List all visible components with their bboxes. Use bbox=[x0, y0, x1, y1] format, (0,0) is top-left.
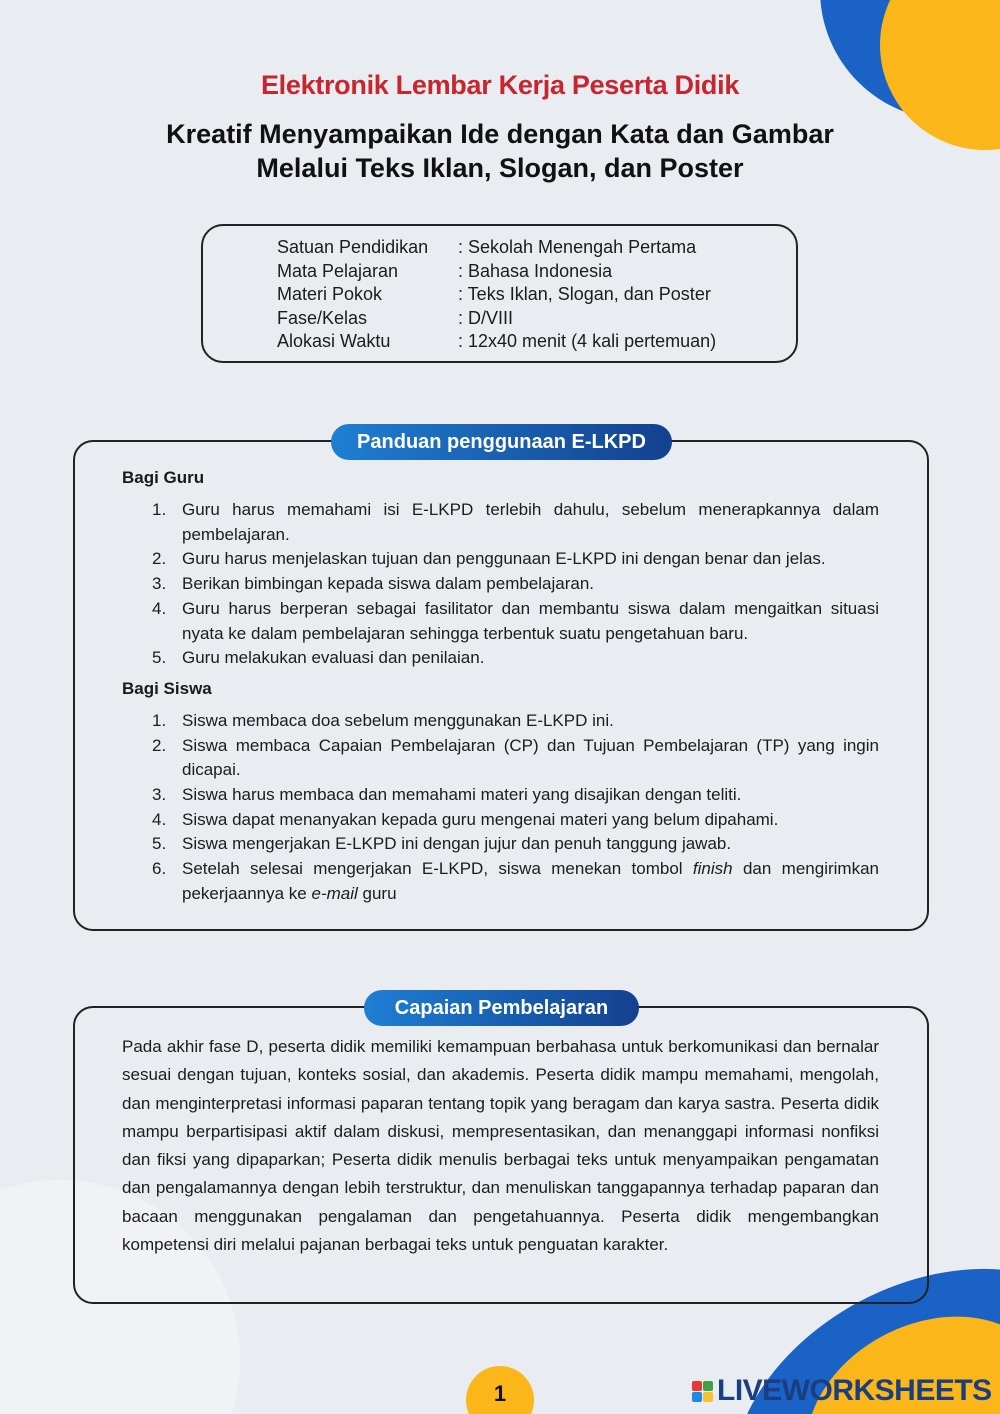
info-label: Mata Pelajaran bbox=[277, 260, 399, 281]
info-value: : Bahasa Indonesia bbox=[458, 260, 613, 281]
emphasis-email: e-mail bbox=[311, 883, 358, 903]
list-item bbox=[122, 832, 879, 857]
list-number: 4. bbox=[152, 809, 167, 829]
list-text: Guru harus memahami isi E-LKPD terlebih dahulu, sebelum menerapkannya dalam pembelajaran. bbox=[182, 500, 879, 544]
list-item bbox=[122, 498, 879, 547]
title-line-2: Melalui Teks Iklan, Slogan, dan Poster bbox=[256, 153, 744, 183]
siswa-list bbox=[122, 709, 879, 907]
document-subtitle: Elektronik Lembar Kerja Peserta Didik bbox=[260, 70, 740, 100]
list-text: Siswa membaca doa sebelum menggunakan E-LKPD ini. bbox=[182, 710, 614, 730]
panduan-heading-pill: Panduan penggunaan E-LKPD bbox=[331, 424, 672, 460]
panduan-section bbox=[73, 431, 929, 931]
capaian-paragraph: Pada akhir fase D, peserta didik memiliki kemampuan berbahasa untuk berkomunikasi dan bernalar sesuai dengan tujuan, konteks sosial, dan akademis. Peserta didik mampu memahami, mengolah, dan menginterpretasi informasi paparan tentang topik yang beragam dan karya sastra. Peserta didik mampu berpartisipasi aktif dalam diskusi, mempresentasikan, dan menanggapi informasi nonfiksi dan fiksi yang dipaparkan; Peserta didik menulis berbagai teks untuk menyampaikan pengamatan dan pengalamannya dengan lebih terstruktur, dan menuliskan tanggapannya terhadap paparan dan bacaan menggunakan pengalaman dan pengetahuannya. Peserta didik mengembangkan kompetensi diri melalui pajanan berbagai teks untuk penguatan karakter. bbox=[122, 1037, 879, 1255]
list-item bbox=[122, 572, 879, 597]
list-text: Siswa dapat menanyakan kepada guru mengenai materi yang belum dipahami. bbox=[182, 809, 779, 829]
list-text-part: dan mengirimkan pekerjaannya ke bbox=[182, 859, 879, 903]
info-row bbox=[277, 236, 796, 260]
list-number: 2. bbox=[152, 549, 167, 569]
list-text: Berikan bimbingan kepada siswa dalam pembelajaran. bbox=[182, 574, 595, 594]
list-item bbox=[122, 734, 879, 783]
capaian-heading-pill: Capaian Pembelajaran bbox=[364, 990, 639, 1026]
guru-heading: Bagi Guru bbox=[122, 468, 205, 487]
list-text: Guru harus berperan sebagai fasilitator dan membantu siswa dalam mengaitkan situasi nyata ke dalam pembelajaran sehingga terbentuk suatu pengetahuan baru. bbox=[182, 598, 879, 643]
list-number: 5. bbox=[152, 834, 167, 854]
list-item bbox=[122, 547, 879, 572]
list-text: Siswa harus membaca dan memahami materi yang disajikan dengan teliti. bbox=[182, 785, 742, 805]
title-line-1: Kreatif Menyampaikan Ide dengan Kata dan Gambar bbox=[166, 119, 834, 149]
logo-square bbox=[692, 1392, 702, 1402]
guru-list bbox=[122, 498, 879, 671]
info-label: Materi Pokok bbox=[277, 284, 383, 305]
list-number: 2. bbox=[152, 735, 167, 755]
info-row bbox=[277, 260, 796, 284]
list-item bbox=[122, 709, 879, 734]
info-label: Alokasi Waktu bbox=[277, 331, 391, 352]
list-text-part: guru bbox=[357, 883, 397, 903]
list-number: 6. bbox=[152, 859, 167, 879]
list-number: 3. bbox=[152, 574, 167, 594]
liveworksheets-logo-icon bbox=[692, 1381, 713, 1402]
liveworksheets-wordmark: LIVEWORKSHEETS bbox=[717, 1374, 992, 1407]
list-item bbox=[122, 857, 879, 906]
emphasis-finish: finish bbox=[692, 859, 733, 879]
logo-square bbox=[692, 1381, 702, 1391]
document-title bbox=[0, 117, 1000, 185]
list-text: Siswa membaca Capaian Pembelajaran (CP) dan Tujuan Pembelajaran (TP) yang ingin dicapai. bbox=[182, 735, 879, 780]
info-row bbox=[277, 330, 796, 354]
info-row bbox=[277, 307, 796, 331]
list-number: 4. bbox=[152, 598, 167, 618]
info-label: Satuan Pendidikan bbox=[277, 237, 429, 257]
identity-box bbox=[201, 224, 798, 363]
list-number: 3. bbox=[152, 785, 167, 805]
list-number: 1. bbox=[152, 710, 167, 730]
siswa-heading: Bagi Siswa bbox=[122, 678, 212, 698]
info-label: Fase/Kelas bbox=[277, 307, 368, 328]
list-number: 5. bbox=[152, 648, 167, 668]
list-number: 1. bbox=[152, 500, 167, 519]
list-text: Guru harus menjelaskan tujuan dan penggunaan E-LKPD ini dengan benar dan jelas. bbox=[182, 549, 826, 569]
list-text: Guru melakukan evaluasi dan penilaian. bbox=[182, 648, 485, 668]
list-item bbox=[122, 646, 879, 671]
info-value: : 12x40 menit (4 kali pertemuan) bbox=[458, 331, 717, 352]
info-value: : Teks Iklan, Slogan, dan Poster bbox=[458, 284, 711, 305]
list-item bbox=[122, 783, 879, 808]
info-row bbox=[277, 283, 796, 307]
logo-square bbox=[703, 1392, 713, 1402]
list-text-part: Setelah selesai mengerjakan E-LKPD, siswa menekan tombol bbox=[182, 859, 693, 879]
info-value: : Sekolah Menengah Pertama bbox=[458, 237, 697, 257]
page-number-badge: 1 bbox=[466, 1366, 534, 1414]
logo-square bbox=[703, 1381, 713, 1391]
list-item bbox=[122, 808, 879, 833]
capaian-section bbox=[73, 997, 929, 1304]
list-text: Siswa mengerjakan E-LKPD ini dengan jujur dan penuh tanggung jawab. bbox=[182, 834, 732, 854]
list-item bbox=[122, 597, 879, 646]
liveworksheets-brand[interactable] bbox=[692, 1374, 992, 1408]
info-value: : D/VIII bbox=[458, 307, 514, 328]
